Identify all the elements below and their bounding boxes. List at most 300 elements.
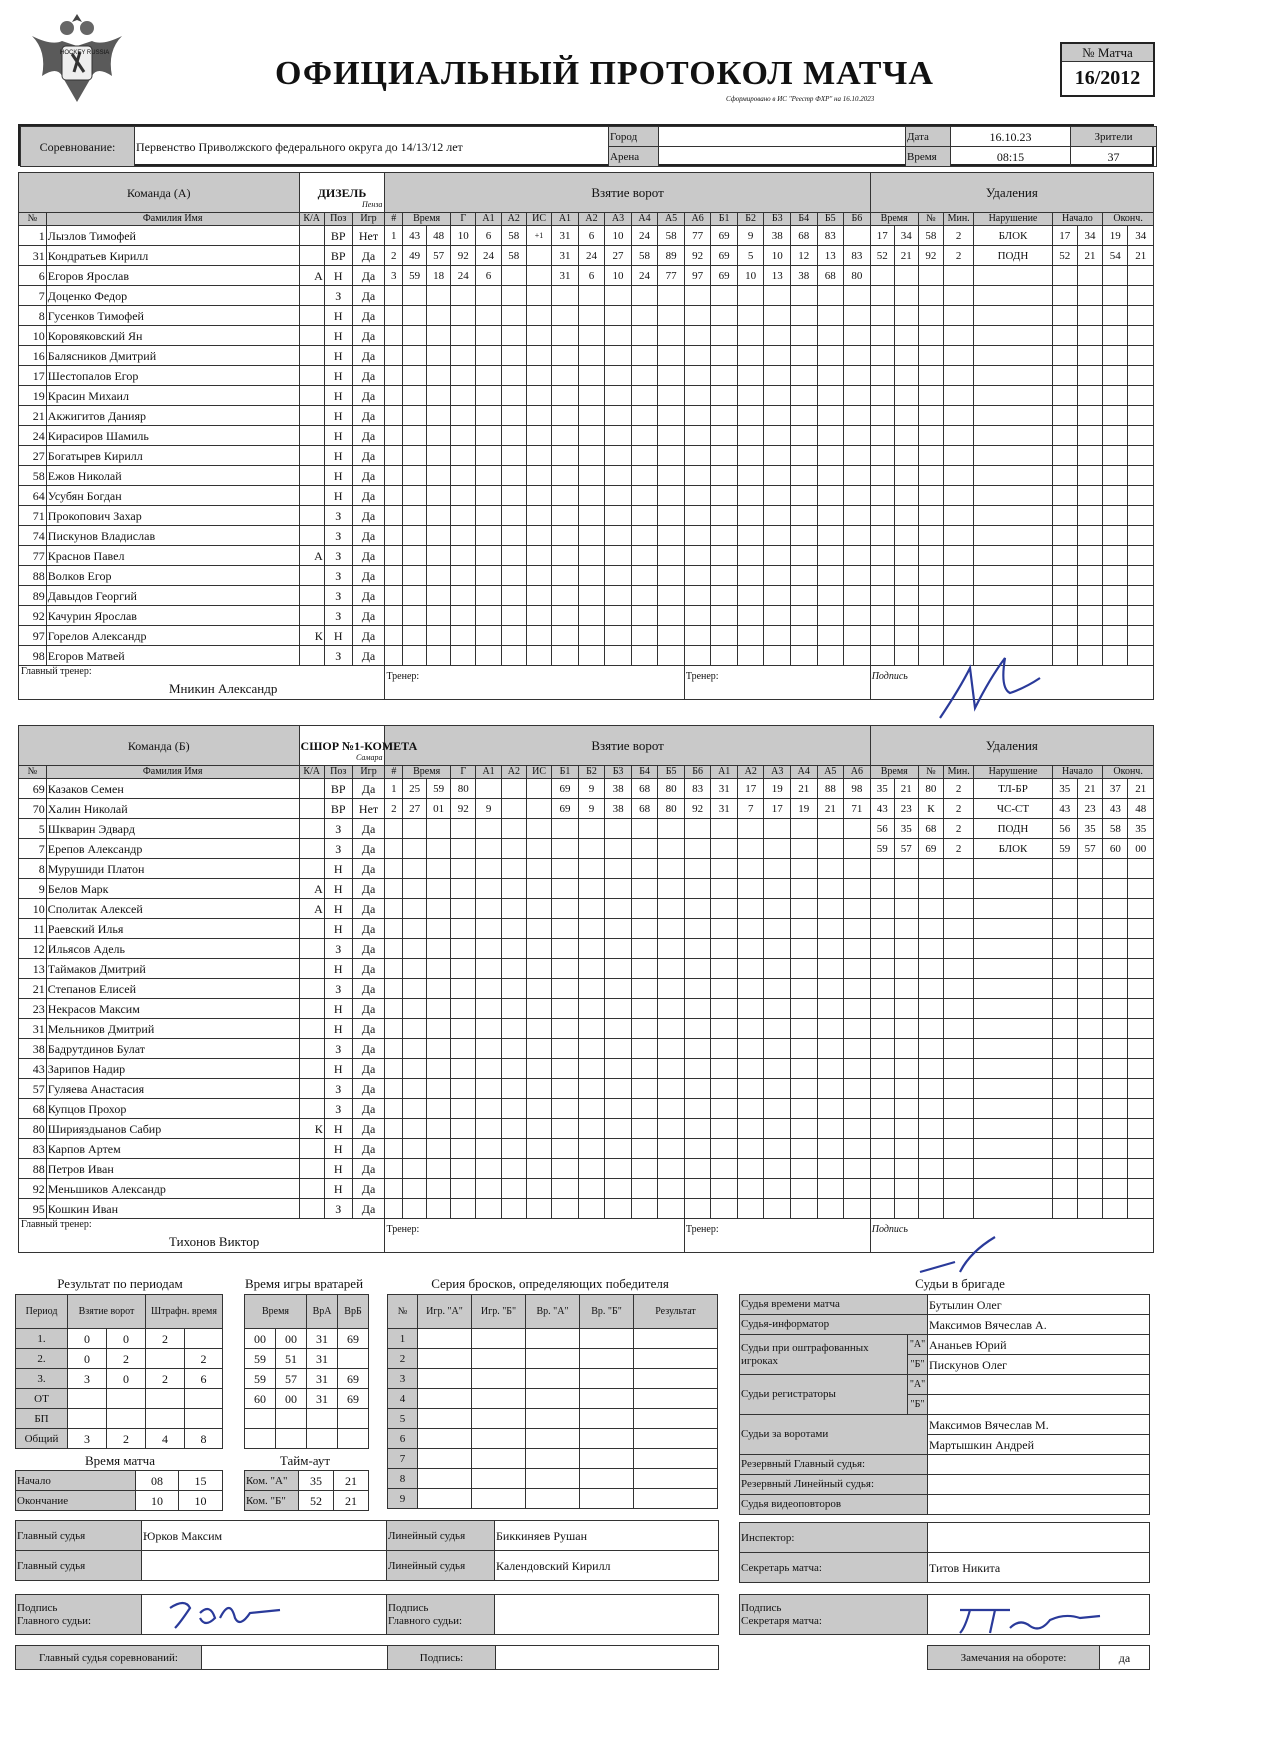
penalty-cell: 92 <box>918 246 943 266</box>
goal-cell: 6 <box>578 266 605 286</box>
goal-cell <box>658 819 685 839</box>
sign-label: Подпись: <box>388 1646 496 1670</box>
goal-cell <box>844 819 871 839</box>
head-coach-name: Тихонов Виктор <box>169 1234 260 1249</box>
goal-cell <box>476 779 501 799</box>
penalty-cell <box>974 406 1052 426</box>
player-name: Балясников Дмитрий <box>46 346 299 366</box>
penalty-cell <box>1052 626 1077 646</box>
shootout-cell <box>418 1449 472 1469</box>
goal-cell <box>791 1199 818 1219</box>
goal-cell <box>631 979 658 999</box>
goal-cell <box>737 526 764 546</box>
goal-cell <box>658 306 685 326</box>
goal-cell: 31 <box>711 779 738 799</box>
goal-cell <box>526 839 551 859</box>
goal-cell <box>476 859 501 879</box>
goal-cell <box>791 879 818 899</box>
penalty-cell <box>974 326 1052 346</box>
goal-cell <box>578 486 605 506</box>
goal-cell: 31 <box>711 799 738 819</box>
goal-cell <box>451 486 476 506</box>
penalty-cell <box>1077 306 1102 326</box>
player-number: 88 <box>19 1159 47 1179</box>
penalty-cell: 21 <box>1128 246 1154 266</box>
goal-cell <box>605 506 632 526</box>
goal-cell <box>427 426 451 446</box>
period-value: 0 <box>68 1329 107 1349</box>
goal-cell <box>764 406 791 426</box>
penalty-cell <box>1128 626 1154 646</box>
penalty-cell <box>1077 366 1102 386</box>
goal-cell <box>403 286 427 306</box>
team_b-penalties-title: Удаления <box>870 726 1153 766</box>
penalty-cell <box>974 1179 1052 1199</box>
penalty-cell <box>1128 266 1154 286</box>
goal-cell <box>684 979 711 999</box>
goal-cell <box>791 1179 818 1199</box>
goal-cell: 80 <box>451 779 476 799</box>
goal-cell <box>658 899 685 919</box>
competition-label: Соревнование: <box>21 127 135 167</box>
goal-cell <box>476 919 501 939</box>
goal-cell <box>631 1039 658 1059</box>
goal-cell <box>605 1019 632 1039</box>
comp-ref-label: Главный судья соревнований: <box>16 1646 202 1670</box>
goal-cell <box>501 1179 526 1199</box>
goal-cell <box>737 486 764 506</box>
goal-cell <box>791 1059 818 1079</box>
referee-role: Судья-информатор <box>740 1315 928 1335</box>
period-value <box>107 1409 146 1429</box>
player-role <box>299 386 324 406</box>
player-col-header: Поз <box>324 766 352 779</box>
penalty-cell: 21 <box>1077 246 1102 266</box>
goal-cell <box>658 959 685 979</box>
penalty-cell <box>870 939 894 959</box>
goal-cell <box>552 566 579 586</box>
goal-cell <box>737 466 764 486</box>
goal-cell: 21 <box>791 779 818 799</box>
penalty-cell: 17 <box>870 226 894 246</box>
player-row <box>19 286 1154 306</box>
goal-cell <box>658 999 685 1019</box>
goal-cell <box>385 899 403 919</box>
penalty-cell <box>974 1079 1052 1099</box>
goal-cell: 38 <box>605 799 632 819</box>
player-played: Да <box>352 819 385 839</box>
penalty-cell <box>1077 326 1102 346</box>
goal-cell <box>764 1119 791 1139</box>
goalie-time-value: 59 <box>245 1369 276 1389</box>
coach-label: Тренер: <box>386 671 420 682</box>
penalty-cell <box>1128 566 1154 586</box>
player-row <box>19 979 1154 999</box>
goal-cell <box>427 286 451 306</box>
goal-cell <box>764 899 791 919</box>
goal-cell <box>385 346 403 366</box>
penalty-cell <box>974 306 1052 326</box>
goal-cell <box>526 1139 551 1159</box>
penalty-cell <box>1052 366 1077 386</box>
goal-cell <box>817 506 844 526</box>
goal-cell <box>451 1019 476 1039</box>
goal-cell <box>552 646 579 666</box>
shootout-cell <box>526 1409 580 1429</box>
goal-cell: 48 <box>427 226 451 246</box>
goal-cell: 21 <box>817 799 844 819</box>
goal-cell <box>605 546 632 566</box>
player-number: 31 <box>19 246 47 266</box>
goal-cell <box>737 406 764 426</box>
goal-cell <box>476 346 501 366</box>
goal-cell <box>476 839 501 859</box>
player-played: Да <box>352 959 385 979</box>
period-value: 3 <box>68 1429 107 1449</box>
player-name: Мельников Дмитрий <box>46 1019 299 1039</box>
penalty-cell <box>1077 859 1102 879</box>
goal-cell <box>790 486 817 506</box>
goal-col-header: А6 <box>684 213 711 226</box>
goal-cell <box>684 879 711 899</box>
period-value: 2 <box>107 1349 146 1369</box>
penalty-cell: 35 <box>1052 779 1077 799</box>
goal-cell <box>658 1179 685 1199</box>
player-role <box>299 799 324 819</box>
match-number-label: № Матча <box>1062 44 1153 62</box>
sign-sec-label-2: Секретаря матча: <box>741 1614 822 1627</box>
penalty-cell <box>1052 1179 1077 1199</box>
goal-col-header: А5 <box>817 766 844 779</box>
goal-cell <box>658 286 685 306</box>
goal-cell <box>684 819 711 839</box>
player-number: 97 <box>19 626 47 646</box>
goal-cell <box>427 446 451 466</box>
goal-cell <box>684 566 711 586</box>
goal-cell <box>403 919 427 939</box>
goal-cell <box>526 646 551 666</box>
goal-cell <box>684 586 711 606</box>
penalty-cell: 68 <box>918 819 943 839</box>
penalty-cell: 57 <box>1077 839 1102 859</box>
penalty-cell <box>894 1079 918 1099</box>
goal-cell <box>764 919 791 939</box>
goal-cell: 13 <box>764 266 791 286</box>
player-col-header: Фамилия Имя <box>46 766 299 779</box>
penalty-cell <box>1128 526 1154 546</box>
goal-cell: 1 <box>385 226 403 246</box>
referee-role: Судья видеоповторов <box>740 1495 928 1515</box>
page-title: ОФИЦИАЛЬНЫЙ ПРОТОКОЛ МАТЧА <box>275 55 934 92</box>
shootout-cell <box>472 1389 526 1409</box>
match-end-m: 10 <box>179 1491 223 1511</box>
head-coach-label: Главный тренер: <box>21 1219 92 1230</box>
goal-cell <box>737 999 764 1019</box>
player-played: Да <box>352 1179 385 1199</box>
player-number: 11 <box>19 919 47 939</box>
goal-cell <box>476 1019 501 1039</box>
goal-cell <box>684 366 711 386</box>
goal-cell <box>385 1139 403 1159</box>
player-row <box>19 1099 1154 1119</box>
player-row <box>19 326 1154 346</box>
player-role <box>299 959 324 979</box>
player-name: Купцов Прохор <box>46 1099 299 1119</box>
penalty-cell <box>1128 506 1154 526</box>
penalty-cell <box>1128 486 1154 506</box>
goal-cell <box>684 306 711 326</box>
goal-cell <box>476 1179 501 1199</box>
penalty-cell <box>1077 1199 1102 1219</box>
timeout-title: Тайм-аут <box>279 1453 331 1468</box>
penalty-cell <box>1052 306 1077 326</box>
goal-cell <box>385 1119 403 1139</box>
goal-cell <box>631 446 658 466</box>
player-played: Да <box>352 1139 385 1159</box>
goal-cell <box>737 919 764 939</box>
goal-cell <box>737 1099 764 1119</box>
player-position: ВР <box>324 799 352 819</box>
shootout-row-number: 6 <box>388 1429 418 1449</box>
goal-cell <box>790 526 817 546</box>
shootout-cell <box>418 1329 472 1349</box>
player-position: Н <box>324 486 352 506</box>
goal-cell <box>385 406 403 426</box>
goal-cell: 80 <box>844 266 871 286</box>
player-row <box>19 226 1154 246</box>
goal-cell <box>476 819 501 839</box>
penalty-cell: 2 <box>943 226 973 246</box>
penalty-cell <box>1052 859 1077 879</box>
penalty-cell <box>918 1039 943 1059</box>
goal-cell <box>631 1139 658 1159</box>
goal-cell <box>501 859 526 879</box>
goal-cell <box>844 1119 871 1139</box>
player-role <box>299 486 324 506</box>
goal-cell <box>552 506 579 526</box>
penalty-cell: 2 <box>944 819 974 839</box>
goal-cell <box>526 246 551 266</box>
sign-main-ref-field-2 <box>495 1595 719 1635</box>
timeout-table <box>244 1470 369 1511</box>
player-played: Да <box>352 859 385 879</box>
goal-cell <box>764 506 791 526</box>
goal-cell <box>658 1159 685 1179</box>
shootout-cell <box>634 1369 718 1389</box>
goal-cell <box>578 626 605 646</box>
penalty-cell <box>1103 486 1128 506</box>
goal-cell <box>817 306 844 326</box>
period-value <box>68 1389 107 1409</box>
goal-cell: 69 <box>552 799 579 819</box>
goal-cell <box>578 899 605 919</box>
period-label: ОТ <box>16 1389 68 1409</box>
goal-cell <box>427 366 451 386</box>
goal-cell <box>631 566 658 586</box>
goal-cell: 97 <box>684 266 711 286</box>
penalty-cell <box>1128 1079 1154 1099</box>
goal-cell <box>578 446 605 466</box>
goal-cell <box>684 446 711 466</box>
penalty-cell <box>1103 1179 1128 1199</box>
penalty-cell <box>1103 1079 1128 1099</box>
goal-cell <box>790 466 817 486</box>
competition-ref-table <box>15 1645 719 1670</box>
period-col-header: Период <box>16 1295 68 1329</box>
team_a-city: Пенза <box>362 200 383 209</box>
goal-cell <box>711 1119 738 1139</box>
goal-cell <box>501 1099 526 1119</box>
goal-cell <box>427 1019 451 1039</box>
player-col-header: № <box>19 213 47 226</box>
penalty-cell <box>894 406 918 426</box>
generated-note: Сформировано в ИС "Реестр ФХР" на 16.10.2023 <box>726 95 875 103</box>
penalty-col-header: Нарушение <box>974 766 1052 779</box>
goal-cell <box>684 1099 711 1119</box>
goal-cell <box>764 839 791 859</box>
goal-cell <box>501 366 526 386</box>
penalty-cell <box>974 606 1052 626</box>
penalty-cell <box>870 526 894 546</box>
goal-cell <box>684 1179 711 1199</box>
goal-cell <box>476 426 501 446</box>
goal-cell <box>403 1099 427 1119</box>
goal-cell <box>427 646 451 666</box>
penalty-cell <box>974 286 1052 306</box>
goal-cell <box>631 1199 658 1219</box>
penalty-cell <box>894 1099 918 1119</box>
goal-cell <box>605 346 632 366</box>
goal-cell <box>385 959 403 979</box>
player-number: 74 <box>19 526 47 546</box>
goal-cell <box>552 839 579 859</box>
player-played: Да <box>352 526 385 546</box>
penalty-cell <box>943 326 973 346</box>
goal-cell <box>817 326 844 346</box>
player-number: 68 <box>19 1099 47 1119</box>
goal-cell <box>658 626 685 646</box>
goal-cell <box>764 486 791 506</box>
penalty-cell <box>918 1119 943 1139</box>
goal-cell <box>658 466 685 486</box>
goal-cell <box>403 1119 427 1139</box>
goal-cell <box>476 406 501 426</box>
goal-cell <box>526 1159 551 1179</box>
goal-cell <box>658 326 685 346</box>
player-position: Н <box>324 1019 352 1039</box>
goal-cell <box>605 1139 632 1159</box>
goalie-time-value: 31 <box>307 1329 338 1349</box>
goal-cell <box>552 486 579 506</box>
penalty-cell <box>1052 979 1077 999</box>
player-role <box>299 586 324 606</box>
penalty-cell <box>1077 899 1102 919</box>
goal-cell <box>764 1159 791 1179</box>
penalty-cell <box>918 1159 943 1179</box>
penalty-cell <box>943 346 973 366</box>
goal-cell <box>790 326 817 346</box>
goal-cell <box>526 939 551 959</box>
penalty-cell <box>1077 546 1102 566</box>
goal-cell <box>737 859 764 879</box>
player-row <box>19 306 1154 326</box>
goal-cell <box>737 1139 764 1159</box>
match-start-label: Начало <box>16 1471 136 1491</box>
goal-cell <box>451 879 476 899</box>
penalty-cell <box>944 859 974 879</box>
goal-cell <box>578 306 605 326</box>
goal-cell <box>817 346 844 366</box>
goal-col-header: А2 <box>578 213 605 226</box>
player-row <box>19 466 1154 486</box>
goal-cell <box>501 286 526 306</box>
player-row <box>19 586 1154 606</box>
goal-cell <box>526 1059 551 1079</box>
timeout-b-m: 52 <box>299 1491 334 1511</box>
goal-cell <box>631 586 658 606</box>
goal-cell <box>737 979 764 999</box>
match-start-m: 15 <box>179 1471 223 1491</box>
player-position: Н <box>324 1159 352 1179</box>
goal-cell <box>658 939 685 959</box>
penalty-cell <box>974 1159 1052 1179</box>
team_b-name <box>299 726 418 766</box>
goalie-time-value <box>276 1409 307 1429</box>
goal-cell <box>844 546 871 566</box>
penalty-cell <box>1077 919 1102 939</box>
player-role: А <box>299 899 324 919</box>
goal-cell <box>658 506 685 526</box>
goal-cell: 27 <box>403 799 427 819</box>
player-number: 64 <box>19 486 47 506</box>
line-ref-1: Биккиняев Рушан <box>495 1521 719 1551</box>
goal-cell <box>817 979 844 999</box>
player-number: 98 <box>19 646 47 666</box>
goal-cell <box>427 1159 451 1179</box>
player-number: 6 <box>19 266 47 286</box>
player-role <box>299 646 324 666</box>
penalty-cell <box>944 899 974 919</box>
goal-cell <box>403 406 427 426</box>
goal-cell <box>817 646 844 666</box>
player-position: Н <box>324 366 352 386</box>
penalty-cell <box>870 1099 894 1119</box>
goal-cell <box>737 899 764 919</box>
player-played: Да <box>352 939 385 959</box>
penalty-cell: ПОДН <box>974 246 1052 266</box>
goal-cell <box>684 486 711 506</box>
shootout-cell <box>526 1329 580 1349</box>
penalty-cell <box>974 446 1052 466</box>
goal-cell <box>605 526 632 546</box>
period-label: 1. <box>16 1329 68 1349</box>
goal-cell <box>817 1099 844 1119</box>
penalty-cell <box>1052 406 1077 426</box>
penalty-cell <box>1052 566 1077 586</box>
player-row <box>19 1179 1154 1199</box>
goal-cell <box>737 346 764 366</box>
goal-cell <box>684 546 711 566</box>
goal-cell <box>737 879 764 899</box>
penalty-cell <box>870 646 894 666</box>
shootout-row-number: 3 <box>388 1369 418 1389</box>
penalty-cell <box>974 1019 1052 1039</box>
main-ref-1: Юрков Максим <box>142 1521 387 1551</box>
goalie-time-value: 00 <box>276 1389 307 1409</box>
goal-cell <box>476 586 501 606</box>
player-number: 8 <box>19 859 47 879</box>
goal-cell <box>737 506 764 526</box>
